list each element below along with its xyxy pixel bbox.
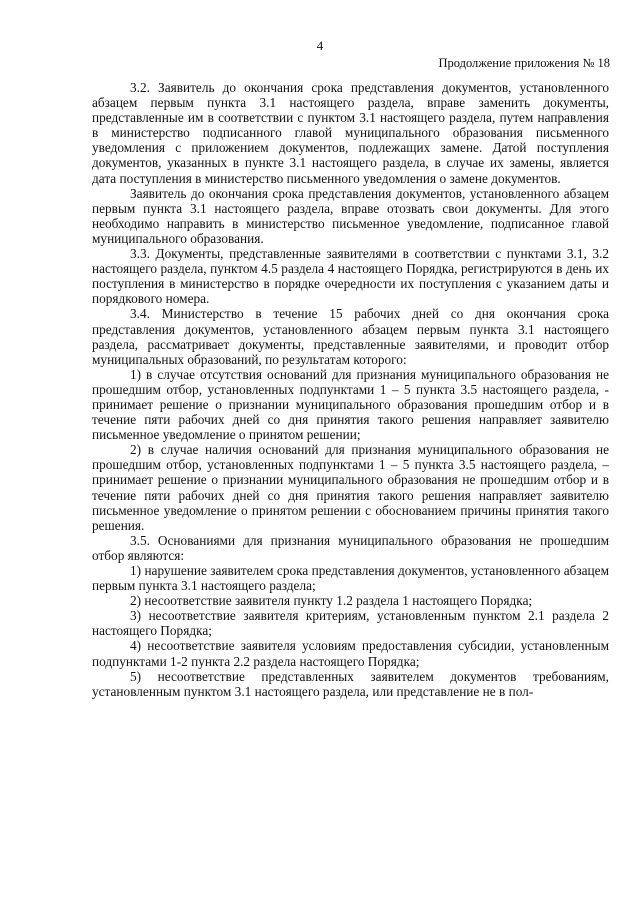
page-number: 4 (316, 38, 324, 53)
paragraph-3-5: 3.5. Основаниями для признания муниципального образования не прошедшим отбор являются: (92, 532, 609, 563)
list-item-3-4-1: 1) в случае отсутствия оснований для признания муниципального образования не прошедшим отбор, установленных подпунктами 1 – 5 пункта 3.5 настоящего раздела, - принимает решение о признании муниципального образования прошедшим отбор и в течение пяти рабочих дней со дня принятия такого решения направляет заявителю письменное уведомление о принятом решении; (92, 366, 609, 443)
paragraph-3-2: 3.2. Заявитель до окончания срока представления документов, установленного абзацем первым пункта 3.1 настоящего раздела, вправе заменить документы, представленные им в соответствии с пунктом 3.1 настоящего раздела, путем направления в министерство подписанного главой муниципального образования письменного уведомления с приложением документов, подлежащих замене. Датой поступления документов, указанных в пункте 3.1 настоящего раздела, в случае их замены, является дата поступления в министерство письменного уведомления о замене документов. (92, 80, 609, 186)
paragraph-withdraw: Заявитель до окончания срока представления документов, установленного абзацем первым пункта 3.1 настоящего раздела, вправе отозвать свои документы. Для этого необходимо направить в министерство письменное уведомление, подписанное главой муниципального образования. (92, 185, 609, 246)
list-item-3-5-3: 3) несоответствие заявителя критериям, установленным пунктом 2.1 раздела 2 настоящего Порядка; (92, 608, 609, 639)
appendix-continuation-label: Продолжение приложения № 18 (438, 56, 610, 70)
list-item-3-5-1: 1) нарушение заявителем срока представления документов, установленного абзацем первым пункта 3.1 настоящего раздела; (92, 563, 609, 594)
list-item-3-4-2: 2) в случае наличия оснований для признания муниципального образования не прошедшим отбор, установленных подпунктами 1 – 5 пункта 3.5 настоящего раздела, – принимает решение о признании муниципального образования не прошедшим отбор и в течение пяти рабочих дней со дня принятия такого решения направляет заявителю письменное уведомление о принятом решении с обоснованием причины принятия такого решения. (92, 442, 609, 533)
paragraph-3-4: 3.4. Министерство в течение 15 рабочих дней со дня окончания срока представления документов, установленного абзацем первым пункта 3.1 настоящего раздела, рассматривает документы, представленные заявителями, и проводит отбор муниципальных образований, по результатам которого: (92, 306, 609, 367)
list-item-3-5-2: 2) несоответствие заявителя пункту 1.2 раздела 1 настоящего Порядка; (130, 593, 533, 609)
list-item-3-5-5: 5) несоответствие представленных заявителем документов требованиям, установленным пунктом 3.1 настоящего раздела, или представление не в пол- (92, 668, 609, 699)
document-body (92, 80, 609, 699)
paragraph-3-3: 3.3. Документы, представленные заявителями в соответствии с пунктами 3.1, 3.2 настоящего раздела, пунктом 4.5 раздела 4 настоящего Порядка, регистрируются в день их поступления в министерство в порядке очередности их поступления с указанием даты и порядкового номера. (92, 246, 609, 307)
list-item-3-5-4: 4) несоответствие заявителя условиям предоставления субсидии, установленным подпунктами 1-2 пункта 2.2 раздела настоящего Порядка; (92, 638, 609, 669)
